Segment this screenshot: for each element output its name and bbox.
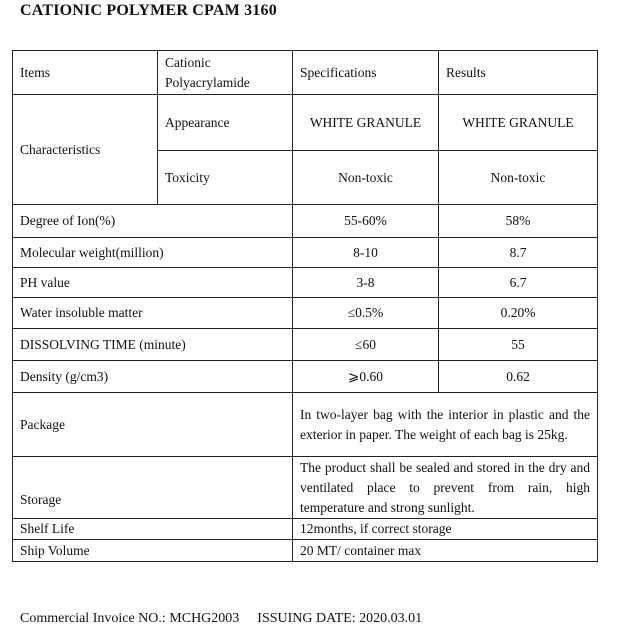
row-label: PH value [13,268,293,298]
header-row [13,51,598,95]
storage-label: Storage [13,457,293,519]
storage-text: The product shall be sealed and stored in the dry and ventilated place to prevent from rain, high temperature and strong sunlight. [293,457,598,519]
row-label: Density (g/cm3) [13,361,293,393]
row-result: 6.7 [439,268,598,298]
row-result: 0.20% [439,298,598,329]
specification-table [12,50,598,562]
issuing-date: ISSUING DATE: 2020.03.01 [257,611,423,626]
appearance-spec: WHITE GRANULE [293,95,439,151]
table-row [13,238,598,268]
row-result: 8.7 [439,238,598,268]
row-spec: ⩾0.60 [293,361,439,393]
row-spec: 8-10 [293,238,439,268]
row-label: Water insoluble matter [13,298,293,329]
characteristics-label: Characteristics [13,95,158,205]
package-row [13,393,598,457]
shelf-life-label: Shelf Life [13,519,293,540]
header-items: Items [13,51,158,95]
storage-row [13,457,598,519]
header-product-line2: Polyacrylamide [165,74,250,90]
table-row [13,329,598,361]
table-row [13,268,598,298]
footer [20,611,422,627]
row-spec: 55-60% [293,205,439,238]
row-result: 58% [439,205,598,238]
toxicity-label: Toxicity [158,151,293,205]
ship-volume-label: Ship Volume [13,540,293,562]
header-results: Results [439,51,598,95]
row-label: Molecular weight(million) [13,238,293,268]
row-result: 55 [439,329,598,361]
table-row [13,361,598,393]
row-spec: ≤60 [293,329,439,361]
table-row [13,205,598,238]
invoice-number: Commercial Invoice NO.: MCHG2003 [20,611,240,626]
toxicity-result: Non-toxic [439,151,598,205]
row-spec: ≤0.5% [293,298,439,329]
toxicity-spec: Non-toxic [293,151,439,205]
appearance-label: Appearance [158,95,293,151]
header-specifications: Specifications [293,51,439,95]
ship-volume-text: 20 MT/ container max [293,540,598,562]
shelf-life-row [13,519,598,540]
header-product [158,51,293,95]
row-spec: 3-8 [293,268,439,298]
shelf-life-text: 12months, if correct storage [293,519,598,540]
document-title: CATIONIC POLYMER CPAM 3160 [20,2,277,19]
header-product-line1: Cationic [165,54,211,70]
row-label: Degree of Ion(%) [13,205,293,238]
appearance-result: WHITE GRANULE [439,95,598,151]
table-row [13,298,598,329]
ship-volume-row [13,540,598,562]
appearance-row [13,95,598,151]
package-label: Package [13,393,293,457]
row-result: 0.62 [439,361,598,393]
package-text: In two-layer bag with the interior in plastic and the exterior in paper. The weight of each bag is 25kg. [293,393,598,457]
row-label: DISSOLVING TIME (minute) [13,329,293,361]
